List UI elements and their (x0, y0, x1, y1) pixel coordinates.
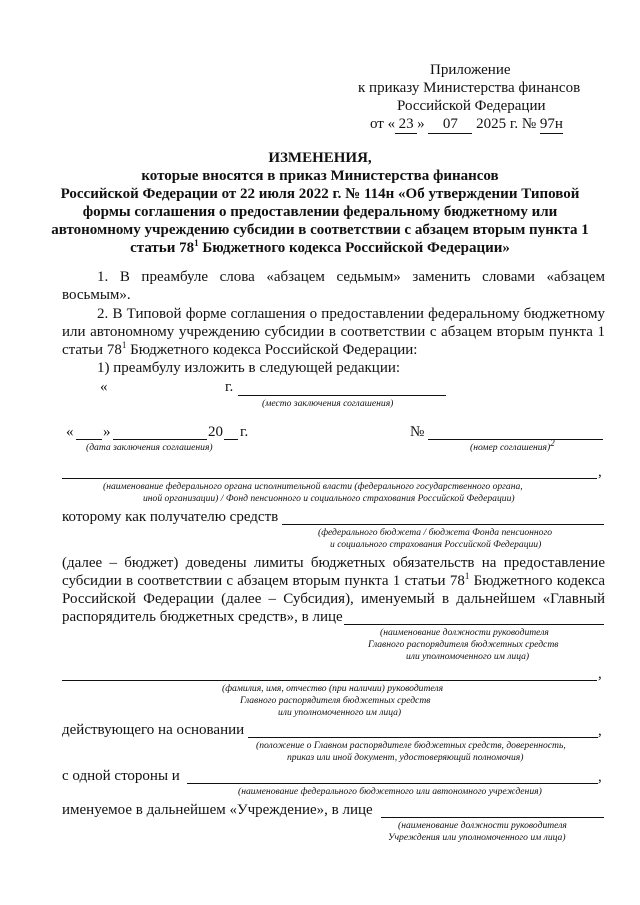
year-suffix: г. (240, 424, 249, 440)
p2-line-3: статьи $78^1$ Бюджетного кодекса Российской Федерации: (62, 340, 418, 358)
recipient-caption-1: (федерального бюджета / бюджета Фонда пенсионного (318, 527, 553, 538)
inst-text: именуемое в дальнейшем «Учреждение», в лице (62, 802, 373, 818)
recipient-line[interactable] (282, 524, 604, 525)
authority-caption-1: (наименование федерального органа исполнительной власти (федерального государственного органа, (103, 481, 523, 492)
comma-4: , (598, 769, 602, 785)
basis-caption-2: приказ или иной документ, удостоверяющий полномочия) (287, 752, 524, 763)
number-line[interactable] (428, 439, 603, 440)
place-caption: (место заключения соглашения) (262, 398, 394, 409)
date-caption: (дата заключения соглашения) (86, 442, 213, 453)
p1-line-2: восьмым». (62, 287, 131, 303)
date-year: 2025 г. № (476, 116, 537, 132)
number-sign: № (410, 424, 425, 440)
side-caption: (наименование федерального бюджетного или автономного учреждения) (238, 786, 542, 797)
para-line-4: распорядитель бюджетных средств», в лице (62, 609, 343, 625)
head-caption-3: или уполномоченного им лица) (406, 651, 530, 662)
year-prefix: 20 (208, 424, 223, 440)
authority-caption-2: иной организации) / Фонд пенсионного и социального страхования Российской Федерации) (143, 493, 515, 504)
p2-line-1: 2. В Типовой форме соглашения о предоставлении федеральному бюджетному (97, 306, 605, 322)
para-line-1: (далее – бюджет) доведены лимиты бюджетных обязательств на предоставление (62, 555, 605, 571)
day-line[interactable] (76, 439, 102, 440)
comma-2: , (598, 666, 602, 682)
fio-caption-3: или уполномоченного им лица) (278, 707, 402, 718)
side-text: с одной стороны и (62, 768, 180, 784)
title-line-3: формы соглашения о предоставлении федеральному бюджетному или (82, 204, 558, 220)
title-line-4: автономному учреждению субсидии в соответствии с абзацем вторым пункта 1 (51, 222, 589, 238)
authority-line[interactable] (62, 478, 597, 479)
place-line[interactable] (238, 395, 446, 396)
place-quote: « (100, 379, 108, 395)
head-caption-2: Главного распорядителя бюджетных средств (368, 639, 559, 650)
fio-caption-2: Главного распорядителя бюджетных средств (240, 695, 431, 706)
appendix-line-3: Российской Федерации (397, 98, 546, 114)
title-line-5: статьи $78^1$ Бюджетного кодекса Российской Федерации» (130, 238, 510, 256)
year-line[interactable] (224, 439, 238, 440)
basis-text: действующего на основании (62, 722, 245, 738)
recipient-caption-2: и социального страхования Российской Федерации) (330, 539, 542, 550)
p2-line-2: или автономному учреждению субсидии в соответствии с абзацем вторым пункта 1 (62, 324, 605, 340)
side-line[interactable] (187, 783, 598, 784)
title-heading: ИЗМЕНЕНИЯ, (268, 150, 372, 166)
date-open: « (66, 424, 74, 440)
date-month: 07 (428, 116, 472, 134)
head-caption-1: (наименование должности руководителя (380, 627, 549, 638)
city-prefix: г. (225, 379, 234, 395)
inst-line[interactable] (381, 817, 604, 818)
fio-line[interactable] (62, 680, 597, 681)
head-line[interactable] (344, 624, 604, 625)
inst-caption-2: Учреждения или уполномоченного им лица) (388, 832, 566, 843)
comma-1: , (598, 464, 602, 480)
fio-caption-1: (фамилия, имя, отчество (при наличии) руководителя (222, 683, 444, 694)
title-line-1: которые вносятся в приказ Министерства финансов (141, 168, 499, 184)
date-close: » (103, 424, 111, 440)
appendix-line-2: к приказу Министерства финансов (358, 80, 581, 96)
date-day: 23 (395, 116, 417, 134)
date-mid: » (417, 116, 425, 132)
basis-line[interactable] (248, 737, 598, 738)
order-number: 97н (539, 116, 563, 132)
title-line-2: Российской Федерации от 22 июля 2022 г. № 114н «Об утверждении Типовой (60, 186, 580, 202)
date-prefix: от « (370, 116, 396, 132)
recipient-text: которому как получателю средств (62, 509, 279, 525)
para-line-2: субсидии в соответствии с абзацем вторым пункта 1 статьи $78^1$ Бюджетного кодекса (62, 571, 605, 589)
inst-caption-1: (наименование должности руководителя (398, 820, 567, 831)
para-line-3: Российской Федерации (далее – Субсидия), именуемый в дальнейшем «Главный (62, 591, 605, 607)
appendix-line-1: Приложение (430, 62, 511, 78)
comma-3: , (598, 723, 602, 739)
p1-line-1: 1. В преамбуле слова «абзацем седьмым» заменить словами «абзацем (97, 269, 605, 285)
month-line[interactable] (113, 439, 207, 440)
appendix-date (370, 116, 563, 134)
number-caption: (номер соглашения)$^2$ (470, 437, 555, 453)
basis-caption-1: (положение о Главном распорядителе бюджетных средств, доверенность, (256, 740, 566, 751)
p3: 1) преамбулу изложить в следующей редакции: (97, 360, 401, 376)
